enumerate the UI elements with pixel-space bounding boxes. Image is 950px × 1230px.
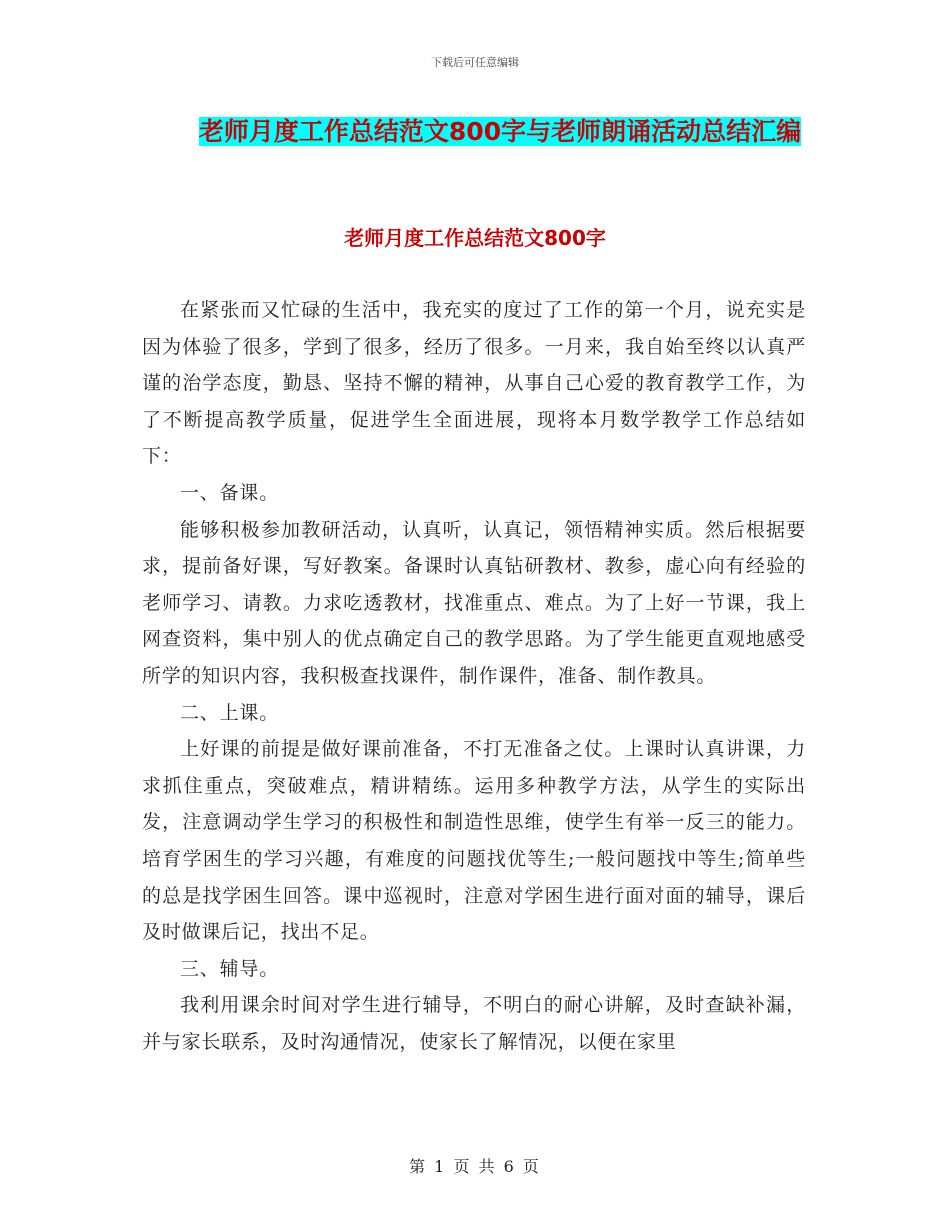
document-title — [196, 110, 804, 154]
paragraph-tutoring: 我利用课余时间对学生进行辅导，不明白的耐心讲解，及时查缺补漏，并与家长联系，及时沟通情况，使家长了解情况，以便在家里 — [142, 994, 806, 1053]
paragraph-lesson-prep: 能够积极参加教研活动，认真听，认真记，领悟精神实质。然后根据要求，提前备好课，写好教案。备课时认真钻研教材、教参，虚心向有经验的老师学习、请教。力求吃透教材，找准重点、难点。为了上好一节课，我上网查资料，集中别人的优点确定自己的教学思路。为了学生能更直观地感受所学的知识内容，我积极查找课件，制作课件，准备、制作教具。 — [142, 518, 806, 687]
heading-tutoring: 三、辅导。 — [180, 957, 280, 980]
paragraph-intro: 在紧张而又忙碌的生活中，我充实的度过了工作的第一个月，说充实是因为体验了很多，学到了很多，经历了很多。一月来，我自始至终以认真严谨的治学态度，勤恳、坚持不懈的精神，从事自己心爱的教育教学工作，为了不断提高教学质量，促进学生全面进展，现将本月数学教学工作总结如下： — [142, 299, 806, 468]
document-body — [142, 292, 806, 1060]
header-note: 下载后可任意编辑 — [431, 56, 519, 69]
section-title: 老师月度工作总结范文800字 — [344, 226, 606, 250]
document-title-text: 老师月度工作总结范文800字与老师朗诵活动总结汇编 — [198, 117, 802, 146]
heading-teaching: 二、上课。 — [180, 701, 280, 724]
heading-lesson-prep: 一、备课。 — [180, 481, 280, 504]
page-number: 第 1 页 共 6 页 — [409, 1157, 541, 1176]
paragraph-teaching: 上好课的前提是做好课前准备，不打无准备之仗。上课时认真讲课，力求抓住重点，突破难点，精讲精练。运用多种教学方法，从学生的实际出发，注意调动学生学习的积极性和制造性思维，使学生有举一反三的能力。培育学困生的学习兴趣，有难度的问题找优等生;一般问题找中等生;简单些的总是找学困生回答。课中巡视时，注意对学困生进行面对面的辅导，课后及时做课后记，找出不足。 — [142, 738, 806, 944]
